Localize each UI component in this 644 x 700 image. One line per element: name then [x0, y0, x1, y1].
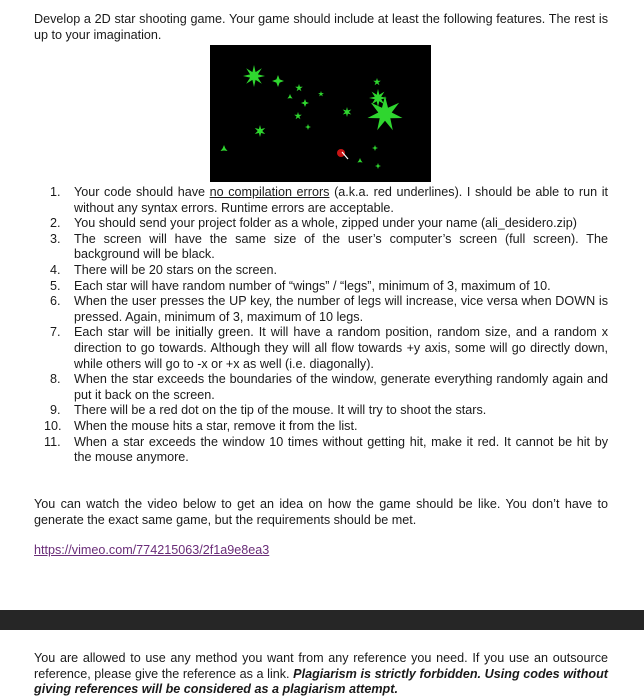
underlined-phrase: no compilation errors	[209, 185, 330, 199]
section-divider	[0, 610, 644, 630]
green-star-icon	[243, 65, 265, 87]
green-star-icon	[375, 163, 381, 169]
mouse-red-dot	[337, 149, 345, 157]
video-link[interactable]: https://vimeo.com/774215063/2f1a9e8ea3	[34, 543, 270, 557]
green-star-icon	[272, 75, 284, 87]
list-item: 1. Your code should have no compilation errors (a.k.a. red underlines). I should be able to run it without any syntax errors. Runtime errors are acceptable.	[50, 185, 609, 215]
list-item: 10. When the mouse hits a star, remove it from the list.	[44, 418, 358, 433]
list-item: 5. Each star will have random number of “wings” / “legs”, minimum of 3, maximum of 10.	[50, 278, 551, 293]
green-star-icon	[255, 125, 265, 137]
intro-paragraph: Develop a 2D star shooting game. Your game should include at least the following features. The rest is up to your imagination.	[34, 12, 608, 42]
green-star-icon	[301, 99, 309, 107]
green-star-icon	[373, 78, 381, 85]
green-star-icon	[295, 84, 303, 91]
list-item: 2. You should send your project folder as a whole, zipped under your name (ali_desidero.zip)	[50, 216, 577, 231]
green-star-icon	[372, 145, 378, 151]
green-star-icon	[343, 107, 352, 117]
list-item: 9. There will be a red dot on the tip of the mouse. It will try to shoot the stars.	[50, 403, 487, 418]
green-star-icon	[305, 124, 311, 130]
references-warning: Using codes without giving references will be considered as a plagiarism attempt.	[34, 666, 609, 697]
footer-paragraph: You are allowed to use any method you want from any reference you need. If you use an outsource reference, please give the reference as a link. Plagiarism is strictly forbidden. Using codes without giving references will be considered as a plagiarism attempt.	[34, 651, 609, 697]
game-screenshot	[210, 45, 431, 182]
green-star-icon	[368, 96, 403, 130]
green-star-icon	[294, 112, 302, 119]
list-item: 6. When the user presses the UP key, the number of legs will increase, vice versa when DOWN is pressed. Again, minimum of 3, maximum of 10 legs.	[50, 294, 608, 324]
list-item: 4. There will be 20 stars on the screen.	[50, 262, 278, 277]
game-canvas	[210, 45, 431, 182]
list-item: 11. When a star exceeds the window 10 times without getting hit, make it red. It cannot be hit by the mouse anymore.	[44, 434, 608, 465]
green-star-icon	[318, 91, 324, 96]
green-star-icon	[221, 145, 228, 151]
list-item: 7. Each star will be initially green. It will have a random position, random size, and a random x direction to go towards. Although they will all flow towards +y axis, some will go directly down, while others will go to -x or +x as well (i.e. diagonally).	[50, 325, 608, 371]
watch-paragraph: You can watch the video below to get an idea on how the game should be like. You don’t have to generate the exact same game, but the requirements should be met.	[34, 497, 608, 527]
green-star-icon	[357, 158, 362, 163]
list-item: 8. When the star exceeds the boundaries of the window, generate everything randomly again and put it back on the screen.	[50, 372, 608, 402]
green-star-icon	[287, 94, 292, 99]
list-item: 3. The screen will have the same size of the user’s computer’s screen (full screen). The background will be black.	[50, 231, 608, 262]
plagiarism-warning: Plagiarism is strictly forbidden.	[293, 666, 482, 681]
requirements-list	[34, 185, 608, 466]
